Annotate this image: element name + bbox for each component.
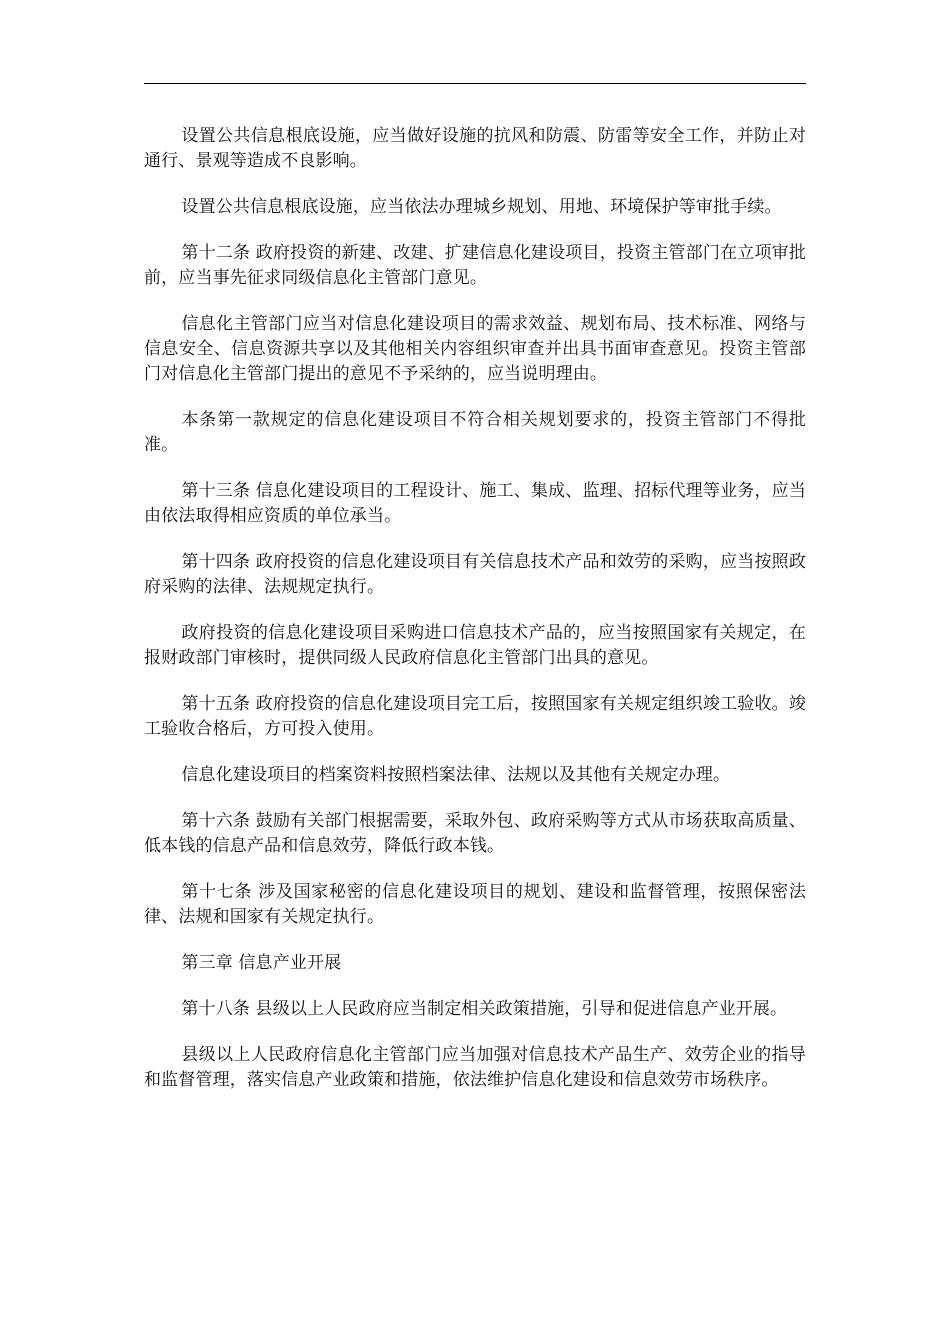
paragraph: 信息化主管部门应当对信息化建设项目的需求效益、规划布局、技术标准、网络与信息安全、信息资源共享以及其他相关内容组织审查并出具书面审查意见。投资主管部门对信息化主管部门提出的意见不予采纳的，应当说明理由。 [144, 314, 806, 384]
paragraph: 设置公共信息根底设施，应当依法办理城乡规划、用地、环境保护等审批手续。 [181, 197, 782, 217]
paragraph: 第十八条 县级以上人民政府应当制定相关政策措施，引导和促进信息产业开展。 [181, 999, 788, 1019]
paragraph: 第十六条 鼓励有关部门根据需要，采取外包、政府采购等方式从市场获取高质量、低本钱的信息产品和信息效劳，降低行政本钱。 [144, 811, 806, 856]
paragraph: 设置公共信息根底设施，应当做好设施的抗风和防震、防雷等安全工作，并防止对通行、景观等造成不良影响。 [144, 126, 806, 171]
header-rule [144, 83, 806, 84]
paragraph: 第十七条 涉及国家秘密的信息化建设项目的规划、建设和监督管理，按照保密法律、法规和国家有关规定执行。 [144, 882, 806, 927]
paragraph: 第十二条 政府投资的新建、改建、扩建信息化建设项目，投资主管部门在立项审批前，应当事先征求同级信息化主管部门意见。 [144, 243, 806, 288]
chapter-heading: 第三章 信息产业开展 [181, 953, 342, 973]
paragraph: 第十三条 信息化建设项目的工程设计、施工、集成、监理、招标代理等业务，应当由依法取得相应资质的单位承当。 [144, 481, 806, 526]
paragraph: 第十五条 政府投资的信息化建设项目完工后，按照国家有关规定组织竣工验收。竣工验收合格后，方可投入使用。 [144, 694, 806, 739]
document-body [144, 124, 806, 1114]
paragraph: 本条第一款规定的信息化建设项目不符合相关规划要求的，投资主管部门不得批准。 [144, 410, 806, 455]
paragraph: 信息化建设项目的档案资料按照档案法律、法规以及其他有关规定办理。 [181, 765, 731, 785]
paragraph: 第十四条 政府投资的信息化建设项目有关信息技术产品和效劳的采购，应当按照政府采购的法律、法规规定执行。 [144, 552, 806, 597]
paragraph: 政府投资的信息化建设项目采购进口信息技术产品的，应当按照国家有关规定，在报财政部门审核时，提供同级人民政府信息化主管部门出具的意见。 [144, 623, 806, 668]
paragraph: 县级以上人民政府信息化主管部门应当加强对信息技术产品生产、效劳企业的指导和监督管理，落实信息产业政策和措施，依法维护信息化建设和信息效劳市场秩序。 [144, 1045, 806, 1090]
